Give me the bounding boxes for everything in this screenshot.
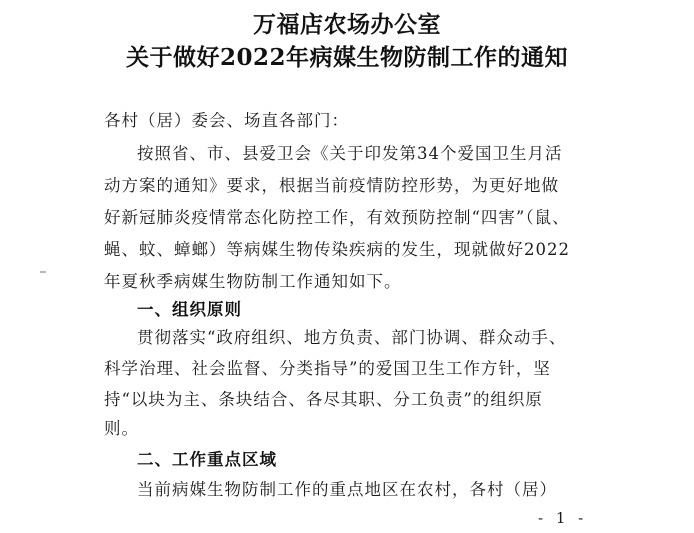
section-1-paragraph-line: 持“以块为主、条块结合、各尽其职、分工负责”的组织原 — [104, 390, 543, 409]
section-2-paragraph-line: 当前病媒生物防制工作的重点地区在农村，各村（居） — [137, 480, 557, 499]
intro-paragraph-line: 年夏秋季病媒生物防制工作通知如下。 — [104, 272, 402, 291]
section-1-paragraph-line: 则。 — [104, 419, 139, 438]
scan-margin-mark — [40, 271, 46, 273]
page-number: - 1 - — [538, 509, 588, 527]
section-1-paragraph-line: 贯彻落实“政府组织、地方负责、部门协调、群众动手、 — [137, 328, 567, 347]
intro-paragraph-line: 按照省、市、县爱卫会《关于印发第34个爱国卫生月活 — [137, 144, 563, 163]
section-heading-key-work-areas: 二、工作重点区域 — [137, 450, 277, 469]
intro-paragraph-line: 好新冠肺炎疫情常态化防控工作，有效预防控制“四害”（鼠、 — [104, 208, 570, 227]
salutation: 各村（居）委会、场直各部门： — [104, 111, 349, 130]
document-title-subject: 关于做好2022年病媒生物防制工作的通知 — [125, 44, 568, 71]
section-heading-organization-principles: 一、组织原则 — [137, 300, 242, 319]
intro-paragraph-line: 蝇、蚊、蟑螂）等病媒生物传染疾病的发生，现就做好2022 — [104, 240, 570, 259]
intro-paragraph-line: 动方案的通知》要求，根据当前疫情防控形势，为更好地做 — [104, 176, 559, 195]
section-1-paragraph-line: 科学治理、社会监督、分类指导”的爱国卫生工作方针，坚 — [104, 359, 551, 378]
document-title-issuer: 万福店农场办公室 — [253, 11, 441, 38]
